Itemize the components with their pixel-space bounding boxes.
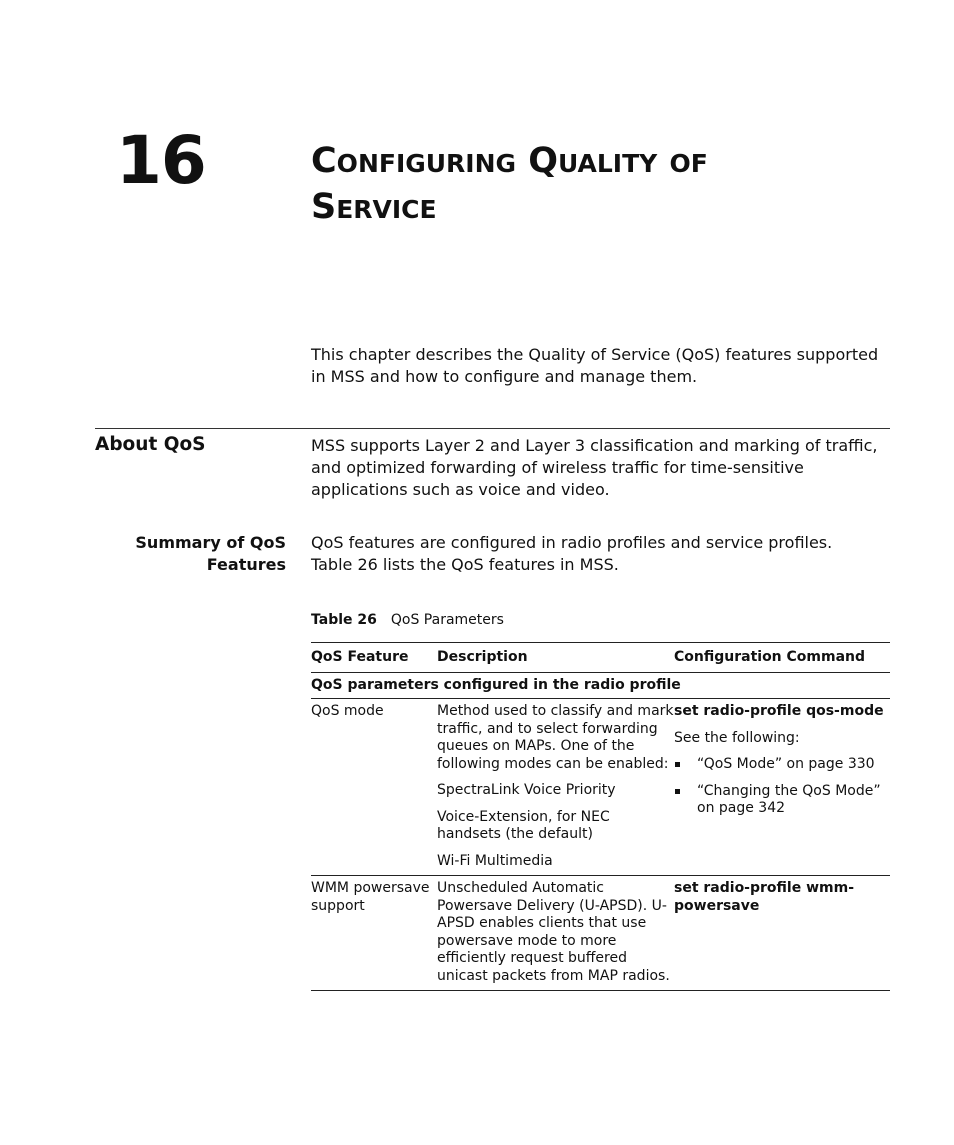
table-caption-text: QoS Parameters xyxy=(390,612,504,628)
section-heading: About QoS xyxy=(95,434,206,455)
description-mode-option: SpectraLink Voice Priority xyxy=(437,782,616,798)
section-divider xyxy=(95,428,890,429)
description-mode-option: Voice-Extension, for NEC handsets (the default) xyxy=(437,808,610,842)
command-reference-item xyxy=(674,783,890,818)
subsection-heading xyxy=(100,532,286,576)
description-text: Unscheduled Automatic Powersave Delivery (U-APSD). U-APSD enables clients that use powersave mode to more efficiently request buffered unicast packets from MAP radios. xyxy=(437,880,670,984)
chapter-title-line1: Configuring Quality of xyxy=(311,141,708,181)
command-note: See the following: xyxy=(674,729,800,746)
command-reference-item xyxy=(674,756,890,774)
command-text: set radio-profile qos-mode xyxy=(674,703,884,719)
command-reference-link[interactable]: “QoS Mode” on page 330 xyxy=(697,756,875,772)
square-bullet-icon xyxy=(675,789,680,794)
table-cell-command xyxy=(674,699,890,876)
chapter-number: 16 xyxy=(116,122,206,199)
section-text: MSS supports Layer 2 and Layer 3 classification and marking of traffic, and optimized forwarding of wireless traffic for time-sensitive applications such as voice and video. xyxy=(311,436,878,499)
qos-parameters-table xyxy=(311,642,890,991)
table-header-configuration-command: Configuration Command xyxy=(674,643,890,673)
table-caption xyxy=(311,610,504,630)
subsection-text-line1: QoS features are configured in radio profiles and service profiles. xyxy=(311,533,833,552)
table-row xyxy=(311,699,890,876)
table-cell-command xyxy=(674,876,890,991)
chapter-title xyxy=(311,138,708,230)
table-cell-feature: QoS mode xyxy=(311,699,437,876)
table-group-row xyxy=(311,672,890,699)
table-header-description: Description xyxy=(437,643,674,673)
table-header-qos-feature: QoS Feature xyxy=(311,643,437,673)
subsection-text xyxy=(311,532,891,576)
chapter-intro: This chapter describes the Quality of Service (QoS) features supported in MSS and how to configure and manage them. xyxy=(311,345,879,386)
chapter-title-line2: Service xyxy=(311,187,437,227)
table-group-label: QoS parameters configured in the radio profile xyxy=(311,672,890,699)
table-header-row xyxy=(311,643,890,673)
description-mode-option: Wi-Fi Multimedia xyxy=(437,852,553,869)
square-bullet-icon xyxy=(675,762,680,767)
table-cell-description xyxy=(437,876,674,991)
subsection-heading-line2: Features xyxy=(206,555,286,574)
table-caption-label: Table 26 xyxy=(311,612,377,628)
command-reference-link[interactable]: “Changing the QoS Mode” on page 342 xyxy=(697,782,881,816)
table-cell-description xyxy=(437,699,674,876)
subsection-text-line2: Table 26 lists the QoS features in MSS. xyxy=(311,555,619,574)
table-cell-feature: WMM powersave support xyxy=(311,876,437,991)
description-text: Method used to classify and mark traffic, and to select forwarding queues on MAPs. One of the following modes can be enabled: xyxy=(437,703,674,772)
subsection-heading-line1: Summary of QoS xyxy=(135,533,286,552)
table-row xyxy=(311,876,890,991)
command-text: set radio-profile wmm-powersave xyxy=(674,880,855,914)
